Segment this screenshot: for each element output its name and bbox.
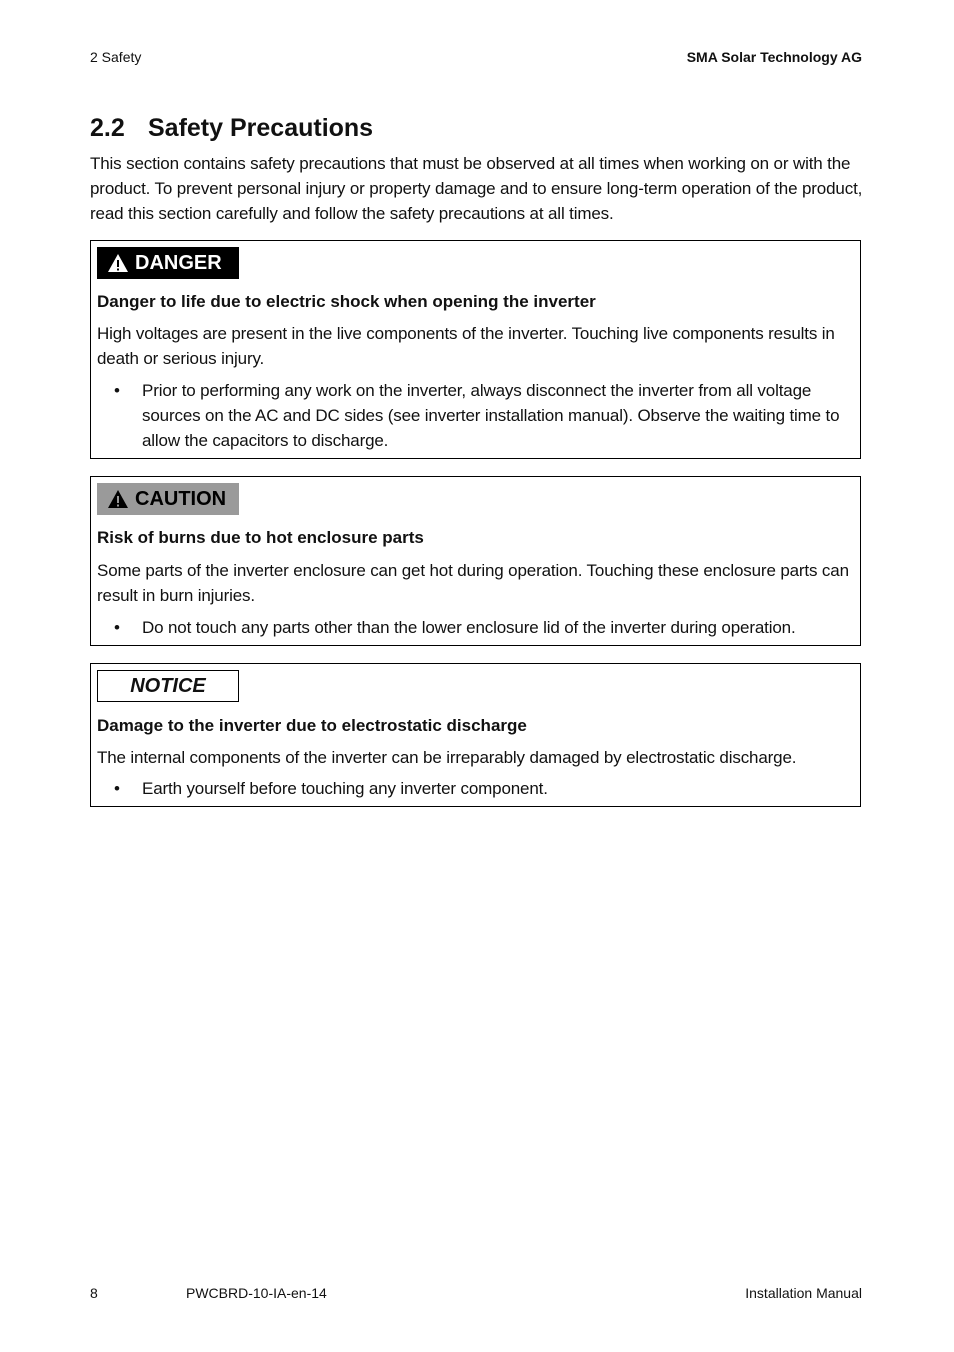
notice-box bbox=[90, 663, 861, 807]
header-section: 2 Safety bbox=[90, 49, 142, 65]
list-item bbox=[97, 776, 853, 801]
caution-title: Risk of burns due to hot enclosure parts bbox=[97, 528, 424, 547]
danger-text: High voltages are present in the live components of the inverter. Touching live components results in death or serious injury. bbox=[97, 324, 835, 368]
section-title: Safety Precautions bbox=[148, 114, 374, 142]
list-item bbox=[97, 615, 853, 640]
caution-bullet-list bbox=[97, 615, 853, 640]
bullet-dot: • bbox=[114, 618, 120, 637]
danger-title: Danger to life due to electric shock when opening the inverter bbox=[97, 292, 596, 311]
bullet-dot: • bbox=[114, 779, 120, 798]
footer-page-number: 8 bbox=[90, 1285, 98, 1301]
bullet-dot: • bbox=[114, 381, 120, 400]
danger-label bbox=[97, 247, 239, 279]
notice-text: The internal components of the inverter can be irreparably damaged by electrostatic discharge. bbox=[97, 748, 797, 767]
footer-document-code: PWCBRD-10-IA-en-14 bbox=[186, 1285, 327, 1301]
footer-document-type: Installation Manual bbox=[745, 1285, 862, 1301]
notice-bullet-list bbox=[97, 776, 853, 801]
warning-triangle-icon bbox=[107, 253, 129, 273]
notice-title: Damage to the inverter due to electrostatic discharge bbox=[97, 716, 527, 735]
notice-label-text: NOTICE bbox=[130, 675, 206, 697]
danger-box bbox=[90, 240, 861, 459]
section-heading bbox=[90, 112, 373, 144]
danger-bullet-list bbox=[97, 378, 853, 453]
caution-text: Some parts of the inverter enclosure can get hot during operation. Touching these enclosure parts can result in burn injuries. bbox=[97, 561, 849, 605]
caution-label-text: CAUTION bbox=[135, 488, 227, 510]
notice-label bbox=[97, 670, 239, 702]
header-company: SMA Solar Technology AG bbox=[686, 49, 862, 65]
bullet-text: Prior to performing any work on the inverter, always disconnect the inverter from all voltage sources on the AC and DC sides (see inverter installation manual). Observe the waiting time to allow the capacitors to discharge. bbox=[142, 381, 840, 450]
caution-box bbox=[90, 476, 861, 646]
caution-label bbox=[97, 483, 239, 515]
bullet-text: Do not touch any parts other than the lower enclosure lid of the inverter during operation. bbox=[142, 618, 796, 637]
list-item bbox=[97, 378, 853, 453]
section-intro: This section contains safety precautions that must be observed at all times when working on or with the product. To prevent personal injury or property damage and to ensure long-term operation of the product, read this section carefully and follow the safety precautions at all times. bbox=[90, 154, 863, 223]
warning-triangle-icon bbox=[107, 489, 129, 509]
danger-label-text: DANGER bbox=[135, 252, 222, 274]
bullet-text: Earth yourself before touching any inverter component. bbox=[142, 779, 548, 798]
section-number: 2.2 bbox=[90, 114, 125, 142]
